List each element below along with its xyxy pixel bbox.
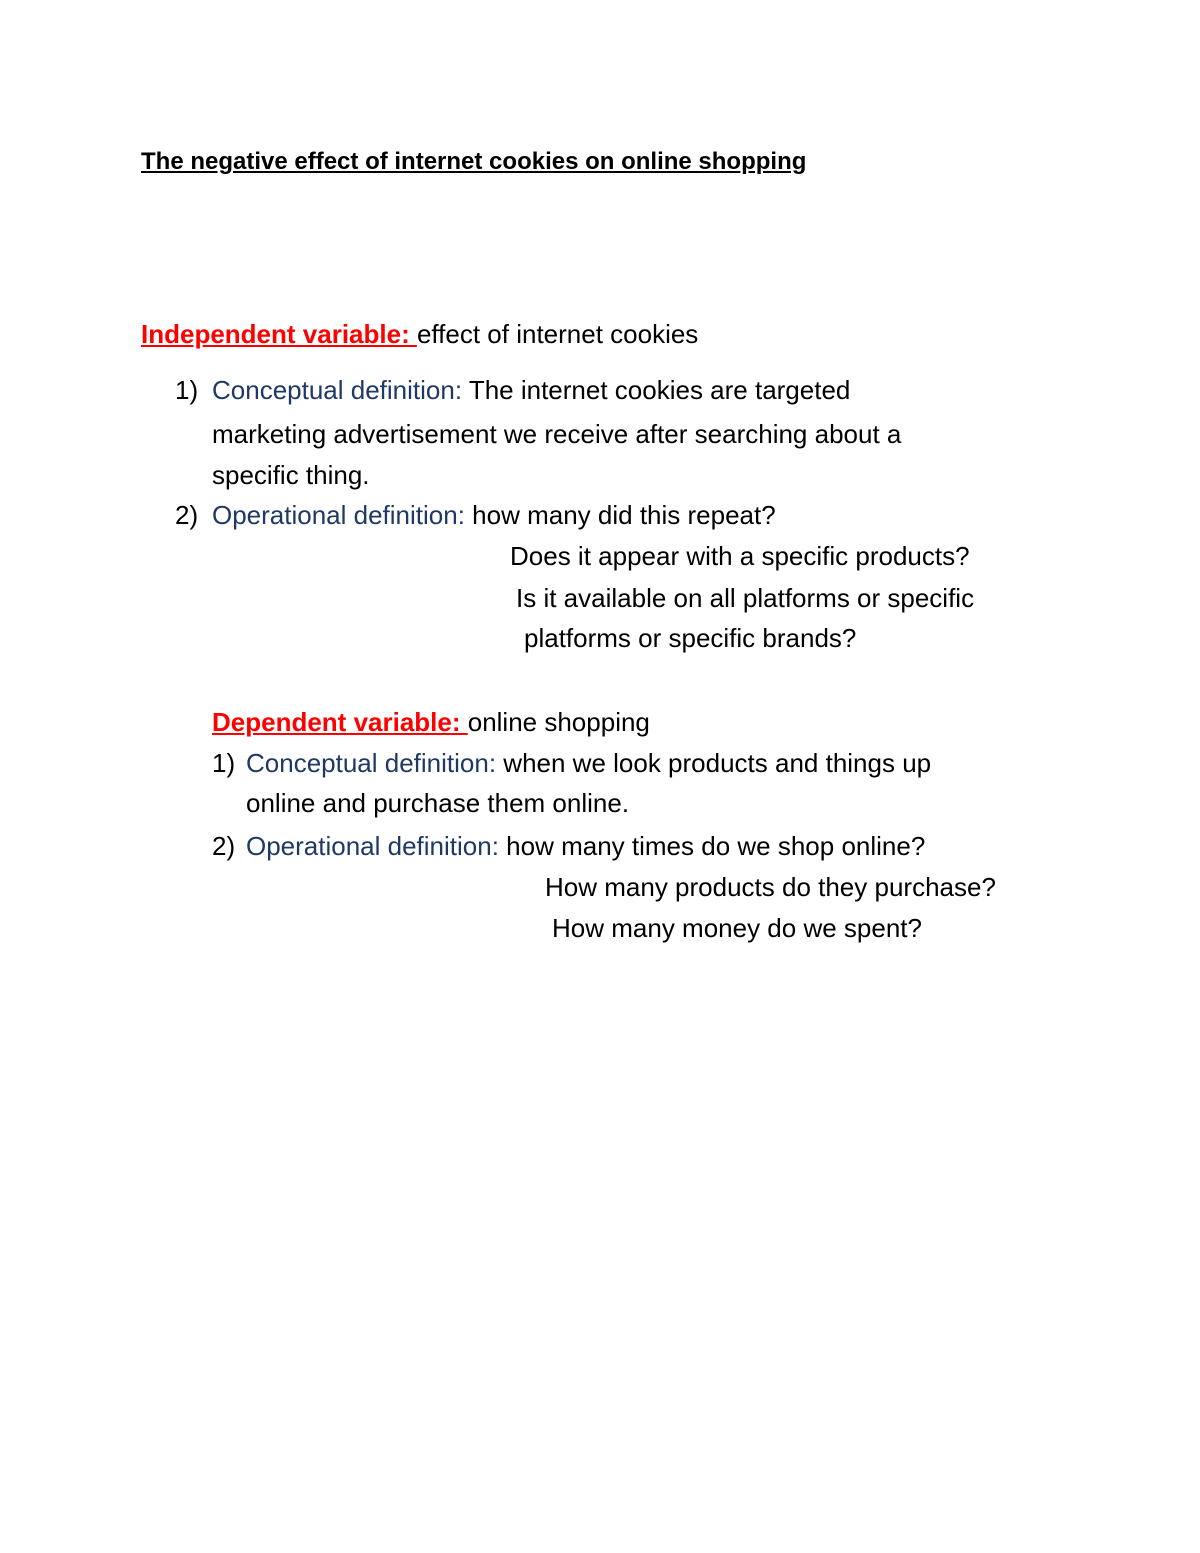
dependent-operational-text-1: how many times do we shop online?: [498, 831, 926, 861]
dependent-operational-text-3: How many money do we spent?: [552, 913, 922, 943]
document-title: The negative effect of internet cookies on online shopping: [141, 148, 807, 175]
dependent-conceptual-label: Conceptual definition:: [246, 748, 497, 778]
dependent-conceptual-definition: [246, 747, 931, 779]
dependent-operational-definition: [246, 830, 925, 862]
independent-conceptual-label: Conceptual definition:: [212, 375, 463, 405]
independent-operational-text-1: how many did this repeat?: [464, 500, 776, 530]
independent-item-1-number: 1): [175, 375, 199, 405]
dependent-item-1-number: 1): [212, 748, 236, 778]
dependent-conceptual-text-1: when we look products and things up: [496, 748, 932, 778]
dependent-operational-label: Operational definition:: [246, 831, 499, 861]
independent-operational-label: Operational definition:: [212, 500, 465, 530]
dependent-variable-value: online shopping: [467, 707, 650, 737]
independent-conceptual-text-1: The internet cookies are targeted: [462, 375, 851, 405]
independent-operational-definition: [212, 499, 776, 531]
dependent-operational-text-2: How many products do they purchase?: [545, 872, 996, 902]
independent-operational-text-3: Is it available on all platforms or specific: [516, 583, 975, 613]
independent-conceptual-text-2: marketing advertisement we receive after searching about a: [212, 419, 902, 449]
independent-item-2-number: 2): [175, 500, 199, 530]
independent-operational-text-2: Does it appear with a specific products?: [510, 541, 970, 571]
independent-conceptual-text-3: specific thing.: [212, 460, 370, 490]
independent-conceptual-definition: [212, 374, 850, 406]
dependent-variable-heading: [212, 706, 650, 738]
independent-variable-label: Independent variable:: [141, 319, 417, 349]
independent-operational-text-4: platforms or specific brands?: [524, 623, 857, 653]
independent-variable-heading: [141, 318, 698, 350]
dependent-item-2-number: 2): [212, 831, 236, 861]
independent-variable-value: effect of internet cookies: [416, 319, 699, 349]
dependent-conceptual-text-2: online and purchase them online.: [246, 788, 630, 818]
dependent-variable-label: Dependent variable:: [212, 707, 468, 737]
